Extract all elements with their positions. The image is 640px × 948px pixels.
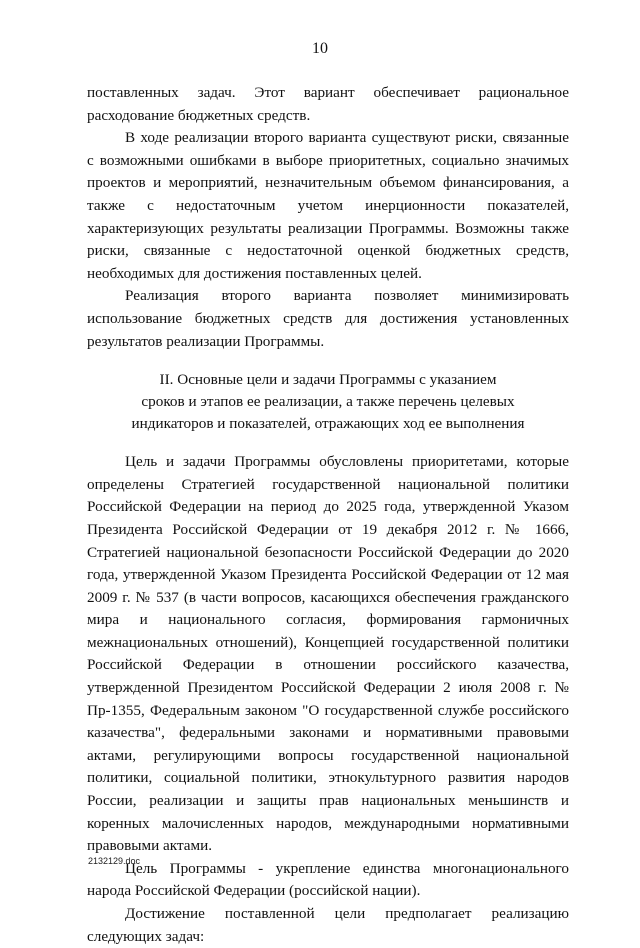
paragraph-continuation: поставленных задач. Этот вариант обеспечивает рациональное расходование бюджетных средств. — [87, 84, 569, 124]
section-heading-line-2: сроков и этапов ее реализации, а также перечень целевых — [141, 393, 515, 411]
paragraph-goals-basis: Цель и задачи Программы обусловлены приоритетами, которые определены Стратегией государственной национальной политики Российской Федерации на период до 2025 года, утвержденной Указом Президента Российской Федерации от 19 декабря 2012 г. № 1666, Стратегией национальной безопасности Российской Федерации до 2020 года, утвержденной Указом Президента Российской Федерации от 12 мая 2009 г. № 537 (в части вопросов, касающихся обеспечения гражданского мира и национального согласия, формирования гармоничных межнациональных отношений), Концепцией государственной политики Российской Федерации в отношении российского казачества, утвержденной Президентом Российской Федерации 2 июля 2008 г. № Пр-1355, Федеральным законом "О государственной службе российского казачества", федеральными законами и нормативными правовыми актами, регулирующими вопросы государственной национальной политики, социальной политики, этнокультурного развития народов России, реализации и защиты прав национальных меньшинств и коренных малочисленных народов, международными нормативными правовыми актами. — [87, 453, 569, 855]
paragraph-tasks-intro: Достижение поставленной цели предполагает реализацию следующих задач: — [87, 905, 569, 945]
page-number: 10 — [312, 40, 328, 57]
section-heading-line-3: индикаторов и показателей, отражающих ход ее выполнения — [131, 415, 525, 433]
paragraph-risks: В ходе реализации второго варианта существуют риски, связанные с возможными ошибками в выборе приоритетных, социально значимых проектов и мероприятий, незначительным объемом финансирования, а также с недостаточным учетом инерционности показателей, характеризующих результаты реализации Программы. Возможны также риски, связанные с недостаточной оценкой бюджетных средств, необходимых для достижения поставленных целей. — [87, 129, 569, 282]
document-body — [87, 82, 569, 948]
section-heading-line-1: II. Основные цели и задачи Программы с указанием — [159, 371, 497, 389]
section-heading — [87, 369, 569, 435]
paragraph-second-variant: Реализация второго варианта позволяет минимизировать использование бюджетных средств для достижения установленных результатов реализации Программы. — [87, 287, 569, 350]
footer-filename: 2132129.doc — [88, 856, 141, 866]
paragraph-program-goal: Цель Программы - укрепление единства многонационального народа Российской Федерации (российской нации). — [87, 859, 569, 900]
